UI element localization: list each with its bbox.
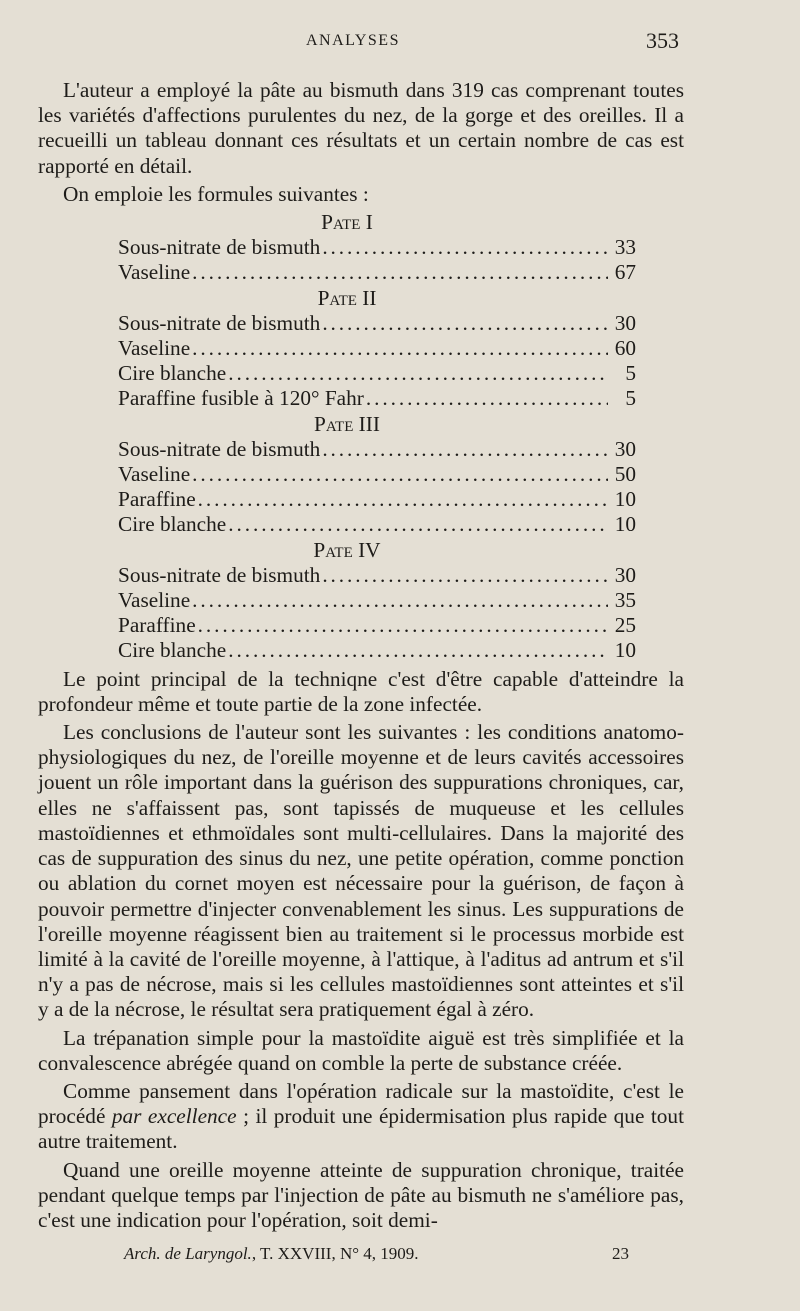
pate-title: Pate II xyxy=(317,285,377,310)
journal-volume: , T. XXVIII, N° 4, 1909. xyxy=(251,1244,419,1263)
quantity: 67 xyxy=(614,260,636,285)
ingredient: Cire blanche xyxy=(118,512,227,537)
pate-block xyxy=(118,412,636,538)
quantity: 5 xyxy=(625,361,636,386)
ingredient: Paraffine xyxy=(118,613,196,638)
quantity: 50 xyxy=(614,462,636,487)
quantity: 10 xyxy=(614,487,636,512)
page-header xyxy=(0,28,800,56)
page-footer xyxy=(0,1244,800,1270)
leader-dots xyxy=(198,487,608,512)
formula-row xyxy=(118,487,636,512)
formula-row xyxy=(118,638,636,663)
ingredient: Sous-nitrate de bismuth xyxy=(118,235,321,260)
pate-title: Pate IV xyxy=(313,537,381,562)
emphasis: par excellence xyxy=(111,1104,237,1129)
pate-block xyxy=(118,210,636,286)
formula-row xyxy=(118,386,636,411)
quantity: 30 xyxy=(614,562,636,587)
quantity: 60 xyxy=(614,336,636,361)
quantity: 10 xyxy=(614,638,636,663)
formula-row xyxy=(118,311,636,336)
paragraph: Les conclusions de l'auteur sont les suivantes : les conditions anatomo-physiologiques du nez, de l'oreille moyenne et de leurs cavités accessoires jouent un rôle important dans la guérison des suppurations chroniques, car, elles ne s'affaissent pas, sont tapissés de muqueuse et les cellules mastoïdiennes et ethmoïdales sont multi-cellulaires. Dans la majorité des cas de suppuration des sinus du nez, une petite opération, comme ponction ou ablation du cornet moyen est nécessaire pour la guérison, de façon à pouvoir permettre d'injecter convenablement les sinus. Les suppurations de l'oreille moyenne réagissent bien au traitement si le processus morbide est limité à la cavité de l'oreille moyenne, à l'attique, à l'aditus ad antrum et s'il n'y a pas de nécrose, mais si les cellules mastoïdiennes sont atteintes et s'il y a de la nécrose, le résultat sera pratiquement égal à zéro. xyxy=(38,720,684,1022)
formula-row xyxy=(118,336,636,361)
ingredient: Paraffine xyxy=(118,487,196,512)
paragraph: L'auteur a employé la pâte au bismuth dans 319 cas comprenant toutes les variétés d'affections purulentes du nez, de la gorge et des oreilles. Il a recueilli un tableau donnant ces résultats et un certain nombre de cas est rapporté en détail. xyxy=(38,78,684,178)
formula-row xyxy=(118,512,636,537)
quantity: 30 xyxy=(614,436,636,461)
signature-mark: 23 xyxy=(612,1244,629,1263)
ingredient: Paraffine fusible à 120° Fahr xyxy=(118,386,364,411)
ingredient: Cire blanche xyxy=(118,638,227,663)
leader-dots xyxy=(228,361,608,386)
formula-row xyxy=(118,462,636,487)
formula-list xyxy=(118,210,636,664)
formula-row xyxy=(118,588,636,613)
formula-row xyxy=(118,563,636,588)
leader-dots xyxy=(198,613,608,638)
ingredient: Sous-nitrate de bismuth xyxy=(118,436,321,461)
leader-dots xyxy=(366,386,608,411)
paragraph xyxy=(38,1079,684,1155)
leader-dots xyxy=(228,512,608,537)
formula-row xyxy=(118,260,636,285)
quantity: 5 xyxy=(625,386,636,411)
quantity: 33 xyxy=(614,235,636,260)
text-run: ; il produit une épidermisation plus rapide que tout autre traitement. xyxy=(38,1104,684,1154)
pate-block xyxy=(118,538,636,664)
ingredient: Cire blanche xyxy=(118,361,227,386)
leader-dots xyxy=(192,462,608,487)
journal-reference xyxy=(124,1244,419,1264)
paragraph: La trépanation simple pour la mastoïdite aiguë est très simplifiée et la convalescence abrégée quand on comble la perte de substance créée. xyxy=(38,1025,684,1075)
pate-title: Pate III xyxy=(314,411,380,436)
pate-title: Pate I xyxy=(321,210,373,235)
leader-dots xyxy=(322,563,608,588)
formula-row xyxy=(118,235,636,260)
ingredient: Vaseline xyxy=(118,336,191,361)
quantity: 10 xyxy=(614,512,636,537)
running-title: ANALYSES xyxy=(306,32,400,49)
ingredient: Sous-nitrate de bismuth xyxy=(118,310,321,335)
leader-dots xyxy=(192,588,608,613)
paragraph: On emploie les formules suivantes : xyxy=(63,181,369,206)
formula-row xyxy=(118,361,636,386)
leader-dots xyxy=(322,437,608,462)
journal-title: Arch. de Laryngol. xyxy=(124,1244,252,1263)
paragraph: Quand une oreille moyenne atteinte de suppuration chronique, traitée pendant quelque temps par l'injection de pâte au bismuth ne s'améliore pas, c'est une indication pour l'opération, soit demi- xyxy=(38,1157,684,1232)
ingredient: Vaseline xyxy=(118,260,191,285)
pate-block xyxy=(118,286,636,412)
paragraph: Le point principal de la techniqne c'est d'être capable d'atteindre la profondeur même et toute partie de la zone infectée. xyxy=(38,666,684,716)
ingredient: Vaseline xyxy=(118,462,191,487)
quantity: 35 xyxy=(614,588,636,613)
leader-dots xyxy=(192,336,608,361)
formula-row xyxy=(118,437,636,462)
leader-dots xyxy=(192,260,608,285)
quantity: 25 xyxy=(614,613,636,638)
leader-dots xyxy=(322,311,608,336)
page-number: 353 xyxy=(646,28,679,53)
text-run: Comme pansement dans l'opération radicale sur la mastoïdite, c'est le procédé xyxy=(38,1078,684,1129)
ingredient: Vaseline xyxy=(118,588,191,613)
formula-row xyxy=(118,613,636,638)
ingredient: Sous-nitrate de bismuth xyxy=(118,562,321,587)
leader-dots xyxy=(322,235,608,260)
leader-dots xyxy=(228,638,608,663)
quantity: 30 xyxy=(614,310,636,335)
page-body xyxy=(38,78,684,1236)
